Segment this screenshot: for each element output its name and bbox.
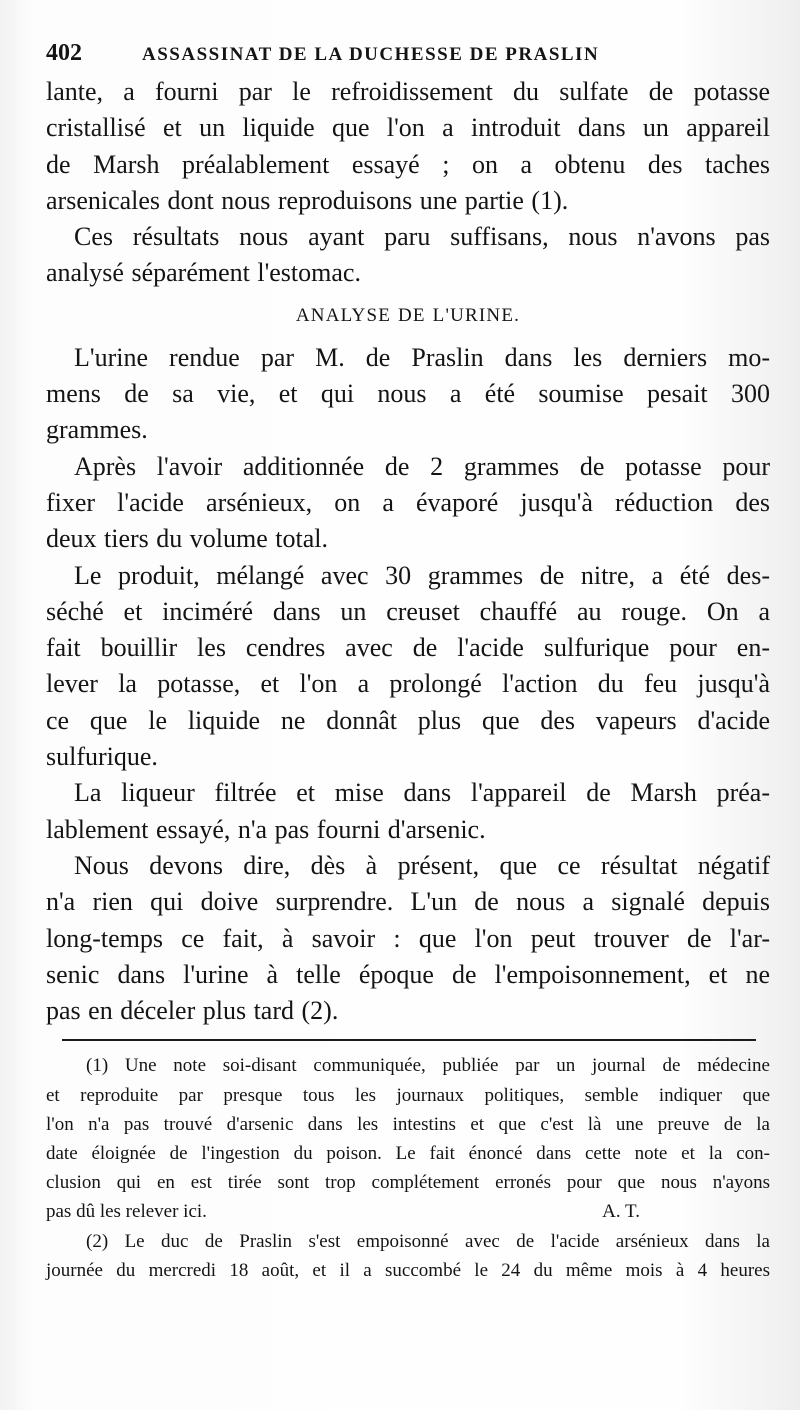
- footnote-line: l'on n'a pas trouvé d'arsenic dans les intestins et que c'est là une preuve de la: [46, 1113, 770, 1135]
- text-line: grammes.: [46, 415, 148, 445]
- section-title: ANALYSE DE L'URINE.: [295, 304, 521, 326]
- footnote-line: (1) Une note soi-disant communiquée, publiée par un journal de médecine: [86, 1055, 770, 1077]
- footnotes: [46, 1051, 770, 1285]
- text-line: mens de sa vie, et qui nous a été soumise pesait 300: [46, 379, 770, 409]
- footnote-line: journée du mercredi 18 août, et il a succombé le 24 du même mois à 4 heures: [46, 1259, 770, 1281]
- text-line: long-temps ce fait, à savoir : que l'on peut trouver de l'ar-: [46, 923, 770, 953]
- footnote-line: date éloignée de l'ingestion du poison. Le fait énoncé dans cette note et la con-: [46, 1143, 770, 1165]
- text-line: Le produit, mélangé avec 30 grammes de nitre, a été des-: [74, 560, 770, 590]
- footnote-signature: A. T.: [602, 1201, 640, 1223]
- text-line: fait bouillir les cendres avec de l'acide sulfurique pour en-: [46, 633, 770, 663]
- paragraph-3: [46, 340, 770, 449]
- footnote-closing: [46, 1197, 770, 1226]
- text-line: pas en déceler plus tard (2).: [46, 996, 339, 1026]
- text-line: lablement essayé, n'a pas fourni d'arsenic.: [46, 814, 486, 844]
- text-line: séché et inciméré dans un creuset chauffé au rouge. On a: [46, 596, 770, 626]
- footnote-line: pas dû les relever ici.: [46, 1201, 207, 1223]
- text-line: fixer l'acide arsénieux, on a évaporé jusqu'à réduction des: [46, 487, 770, 517]
- text-line: lante, a fourni par le refroidissement du sulfate de potasse: [46, 77, 770, 106]
- paragraph-5: [46, 558, 770, 776]
- text-line: analysé séparément l'estomac.: [46, 258, 361, 288]
- text-line: arsenicales dont nous reproduisons une partie (1).: [46, 185, 569, 215]
- text-line: Nous devons dire, dès à présent, que ce résultat négatif: [74, 850, 770, 880]
- text-line: deux tiers du volume total.: [46, 524, 329, 554]
- paragraph-1: [46, 74, 770, 219]
- running-header: [46, 40, 770, 74]
- paragraph-2: [46, 219, 770, 292]
- text-line: La liqueur filtrée et mise dans l'appareil de Marsh préa-: [74, 778, 770, 808]
- text-line: senic dans l'urine à telle époque de l'empoisonnement, et ne: [46, 959, 770, 989]
- page-number: 402: [46, 40, 82, 66]
- footnote-line: et reproduite par presque tous les journaux politiques, semble indiquer que: [46, 1084, 770, 1106]
- paragraph-7: [46, 848, 770, 1029]
- text-line: ce que le liquide ne donnât plus que des vapeurs d'acide: [46, 705, 770, 735]
- footnote-2: [46, 1227, 770, 1285]
- footnote-line: clusion qui en est tirée sont trop complétement erronés pour que nous n'ayons: [46, 1172, 770, 1194]
- footnote-line: (2) Le duc de Praslin s'est empoisonné avec de l'acide arsénieux dans la: [86, 1230, 770, 1252]
- text-line: Ces résultats nous ayant paru suffisans, nous n'avons pas: [74, 222, 770, 252]
- footnote-1: [46, 1051, 770, 1226]
- main-text: [46, 74, 770, 1029]
- text-line: de Marsh préalablement essayé ; on a obtenu des taches: [46, 149, 770, 179]
- text-line: sulfurique.: [46, 742, 158, 772]
- footnote-divider: [62, 1039, 756, 1041]
- text-line: L'urine rendue par M. de Praslin dans les derniers mo-: [74, 342, 770, 372]
- running-title: ASSASSINAT DE LA DUCHESSE DE PRASLIN: [142, 44, 600, 65]
- text-line: lever la potasse, et l'on a prolongé l'action du feu jusqu'à: [46, 669, 770, 699]
- text-line: n'a rien qui doive surprendre. L'un de nous a signalé depuis: [46, 887, 770, 917]
- paragraph-4: [46, 449, 770, 558]
- text-line: Après l'avoir additionnée de 2 grammes de potasse pour: [74, 451, 770, 481]
- paragraph-6: [46, 775, 770, 848]
- text-line: cristallisé et un liquide que l'on a introduit dans un appareil: [46, 113, 770, 143]
